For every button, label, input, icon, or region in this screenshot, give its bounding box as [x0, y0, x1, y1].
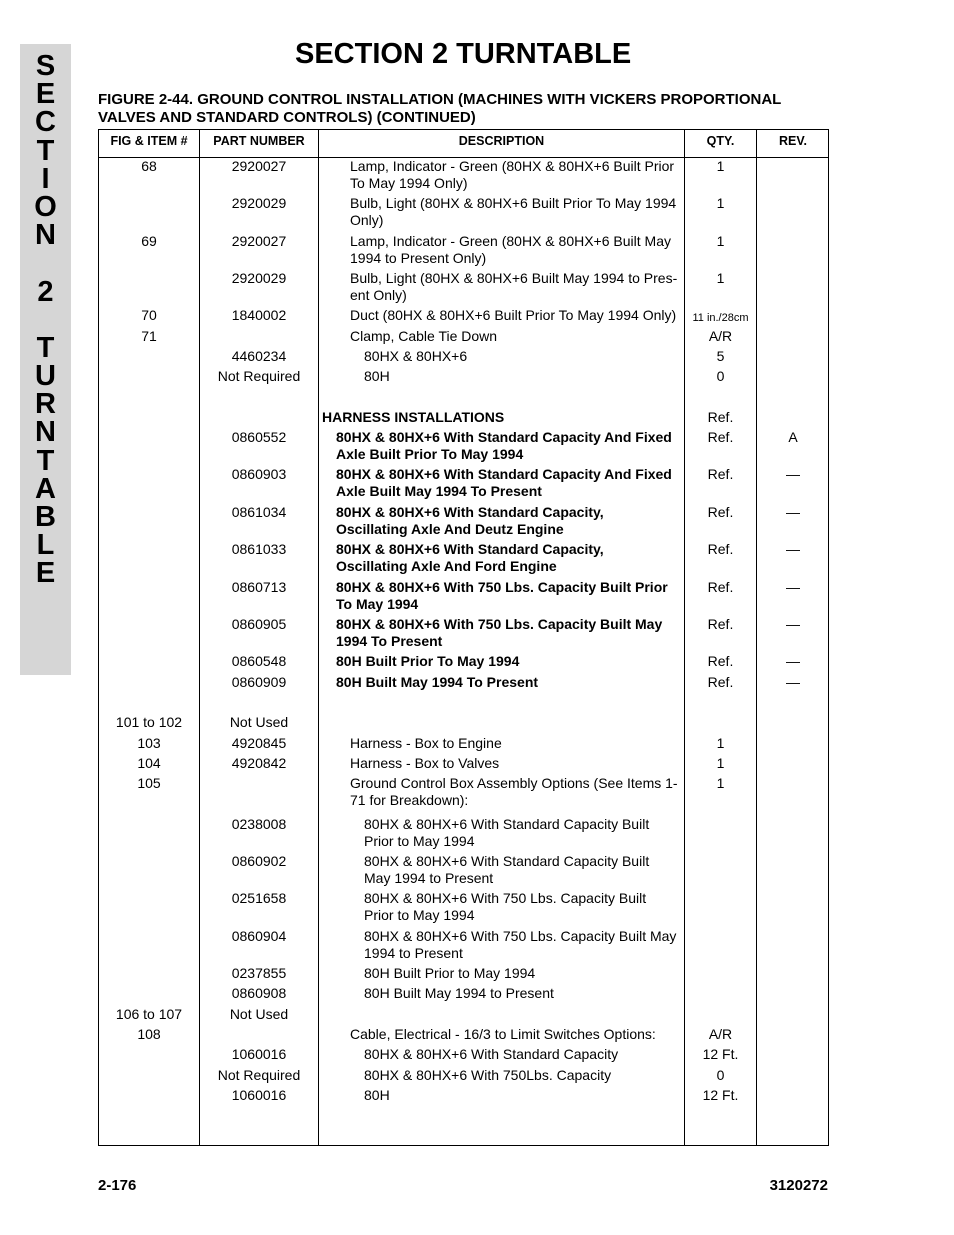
cell-fig-item: 101 to 102 [115, 714, 183, 730]
cell-part-number: 0860552 [231, 429, 287, 445]
document-number: 3120272 [769, 1177, 828, 1194]
cell-rev: — [786, 579, 800, 595]
cell-qty: Ref. [707, 579, 734, 595]
side-tab-letter [20, 306, 71, 334]
cell-description: 80H [364, 1087, 390, 1103]
cell-part-number: 0860909 [231, 674, 287, 690]
cell-rev: — [786, 674, 800, 690]
cell-rev: — [786, 653, 800, 669]
section-tab-letters [20, 52, 71, 588]
cell-description: 80H [364, 368, 390, 384]
cell-part-number: 0860903 [231, 466, 287, 482]
cell-fig-item: 71 [141, 328, 157, 344]
cell-qty: Ref. [707, 466, 734, 482]
cell-fig-item: 105 [137, 775, 161, 791]
cell-rev: — [786, 541, 800, 557]
page-number: 2-176 [98, 1177, 137, 1194]
side-tab-letter: T [36, 134, 55, 167]
cell-qty: Ref. [707, 429, 734, 445]
side-tab-letter: N [35, 416, 56, 449]
cell-fig-item: 106 to 107 [115, 1006, 183, 1022]
cell-qty: 1 [716, 270, 725, 286]
cell-description: Duct (80HX & 80HX+6 Built Prior To May 1994 Only) [350, 307, 677, 323]
cell-qty: 1 [716, 195, 725, 211]
cell-fig-item: 108 [137, 1026, 161, 1042]
cell-part-number: Not Required [217, 368, 301, 384]
cell-qty: Ref. [707, 674, 734, 690]
cell-part-number: 1060016 [231, 1087, 287, 1103]
cell-rev: — [786, 616, 800, 632]
cell-part-number: Not Required [217, 1067, 301, 1083]
cell-part-number: 0860902 [231, 853, 287, 869]
page-title: SECTION 2 TURNTABLE [295, 38, 632, 70]
cell-qty: 1 [716, 735, 725, 751]
cell-description: Lamp, Indicator - Green (80HX & 80HX+6 Built May 1994 to Present Only) [350, 233, 671, 266]
cell-qty: 12 Ft. [702, 1046, 739, 1062]
cell-description: Cable, Electrical - 16/3 to Limit Switches Options: [350, 1026, 656, 1042]
cell-rev: — [786, 504, 800, 520]
section-side-tab [20, 44, 71, 675]
cell-description: HARNESS INSTALLATIONS [322, 409, 505, 425]
side-tab-letter: O [34, 190, 57, 223]
cell-qty: 1 [716, 775, 725, 791]
cell-qty: Ref. [707, 541, 734, 557]
side-tab-letter: T [36, 444, 55, 477]
cell-description: Clamp, Cable Tie Down [350, 328, 498, 344]
side-tab-letter: 2 [37, 275, 54, 308]
cell-description: Ground Control Box Assembly Options (See Items 1-71 for Breakdown): [350, 775, 678, 808]
cell-description: Bulb, Light (80HX & 80HX+6 Built Prior To May 1994 Only) [350, 195, 677, 228]
cell-qty: A/R [708, 1026, 733, 1042]
cell-part-number: 0860548 [231, 653, 287, 669]
cell-qty: 0 [716, 368, 725, 384]
column-divider [756, 129, 757, 1146]
cell-qty: Ref. [707, 616, 734, 632]
cell-description: 80HX & 80HX+6 With 750 Lbs. Capacity Built Prior To May 1994 [336, 579, 668, 612]
cell-qty: 1 [716, 233, 725, 249]
cell-qty: 11 in./28cm [692, 312, 749, 324]
side-tab-letter: L [36, 529, 55, 562]
cell-description: 80H Built Prior To May 1994 [336, 653, 520, 669]
cell-part-number: 4920845 [231, 735, 287, 751]
cell-description: 80HX & 80HX+6 With 750Lbs. Capacity [364, 1067, 612, 1083]
cell-part-number: 0860908 [231, 985, 287, 1001]
cell-fig-item: 69 [141, 233, 157, 249]
cell-qty: A/R [708, 328, 733, 344]
cell-qty: 12 Ft. [702, 1087, 739, 1103]
cell-rev: — [786, 466, 800, 482]
cell-part-number: 4920842 [231, 755, 287, 771]
cell-description: Bulb, Light (80HX & 80HX+6 Built May 1994 to Pres-ent Only) [350, 270, 678, 303]
side-tab-letter: I [41, 162, 50, 195]
cell-part-number: Not Used [229, 1006, 289, 1022]
cell-description: 80HX & 80HX+6 [364, 348, 468, 364]
cell-part-number: 0251658 [231, 890, 287, 906]
cell-description: Harness - Box to Valves [350, 755, 500, 771]
header-part-number: PART NUMBER [213, 134, 305, 148]
cell-fig-item: 104 [137, 755, 161, 771]
column-divider [318, 129, 319, 1146]
cell-part-number: Not Used [229, 714, 289, 730]
cell-qty: 1 [716, 755, 725, 771]
cell-qty: Ref. [707, 504, 734, 520]
cell-part-number: 2920029 [231, 270, 287, 286]
cell-description: 80HX & 80HX+6 With Standard Capacity And Fixed Axle Built May 1994 To Present [336, 466, 672, 499]
cell-description: 80HX & 80HX+6 With 750 Lbs. Capacity Built May 1994 To Present [336, 616, 663, 649]
cell-part-number: 0860904 [231, 928, 287, 944]
side-tab-letter [20, 249, 71, 277]
cell-description: 80HX & 80HX+6 With Standard Capacity, Oscillating Axle And Deutz Engine [336, 504, 604, 537]
cell-part-number: 0861034 [231, 504, 287, 520]
side-tab-letter: S [35, 50, 56, 82]
cell-description: Harness - Box to Engine [350, 735, 502, 751]
header-fig-item: FIG & ITEM # [110, 134, 188, 148]
cell-part-number: 0861033 [231, 541, 287, 557]
side-tab-letter: A [35, 472, 56, 505]
cell-part-number: 0237855 [231, 965, 287, 981]
cell-part-number: 2920027 [231, 233, 287, 249]
cell-part-number: 0860905 [231, 616, 287, 632]
cell-qty: Ref. [707, 409, 734, 425]
cell-qty: 5 [716, 348, 725, 364]
cell-qty: 1 [716, 158, 725, 174]
header-rev: REV. [778, 134, 808, 148]
cell-part-number: 0860713 [231, 579, 287, 595]
header-qty: QTY. [706, 134, 735, 148]
side-tab-letter: C [35, 106, 56, 139]
side-tab-letter: E [35, 78, 56, 111]
cell-part-number: 2920029 [231, 195, 287, 211]
cell-qty: Ref. [707, 653, 734, 669]
cell-fig-item: 68 [141, 158, 157, 174]
side-tab-letter: T [36, 331, 55, 364]
figure-caption: FIGURE 2-44. GROUND CONTROL INSTALLATION (MACHINES WITH VICKERS PROPORTIONAL VALVES AND STANDARD CONTROLS) (CONTINUED) [98, 91, 782, 126]
header-description: DESCRIPTION [458, 134, 545, 148]
cell-part-number: 1060016 [231, 1046, 287, 1062]
cell-part-number: 4460234 [231, 348, 287, 364]
cell-description: 80HX & 80HX+6 With Standard Capacity And Fixed Axle Built Prior To May 1994 [336, 429, 672, 462]
cell-fig-item: 70 [141, 307, 157, 323]
cell-description: 80HX & 80HX+6 With Standard Capacity Built Prior to May 1994 [364, 816, 650, 849]
cell-description: 80HX & 80HX+6 With 750 Lbs. Capacity Built Prior to May 1994 [364, 890, 647, 923]
cell-qty: 0 [716, 1067, 725, 1083]
side-tab-letter: U [35, 360, 56, 393]
side-tab-letter: B [35, 501, 56, 533]
cell-part-number: 2920027 [231, 158, 287, 174]
side-tab-letter: N [35, 219, 56, 252]
cell-part-number: 1840002 [231, 307, 287, 323]
cell-rev: A [788, 429, 798, 445]
side-tab-letter: R [35, 388, 56, 421]
side-tab-letter: E [35, 557, 56, 590]
cell-description: 80H Built May 1994 To Present [336, 674, 539, 690]
cell-description: Lamp, Indicator - Green (80HX & 80HX+6 Built Prior To May 1994 Only) [350, 158, 675, 191]
cell-description: 80H Built May 1994 to Present [364, 985, 554, 1001]
cell-description: 80H Built Prior to May 1994 [364, 965, 536, 981]
cell-description: 80HX & 80HX+6 With 750 Lbs. Capacity Built May 1994 to Present [364, 928, 677, 961]
cell-description: 80HX & 80HX+6 With Standard Capacity, Oscillating Axle And Ford Engine [336, 541, 604, 574]
cell-part-number: 0238008 [231, 816, 287, 832]
cell-description: 80HX & 80HX+6 With Standard Capacity Built May 1994 to Present [364, 853, 650, 886]
cell-description: 80HX & 80HX+6 With Standard Capacity [364, 1046, 619, 1062]
cell-fig-item: 103 [137, 735, 161, 751]
